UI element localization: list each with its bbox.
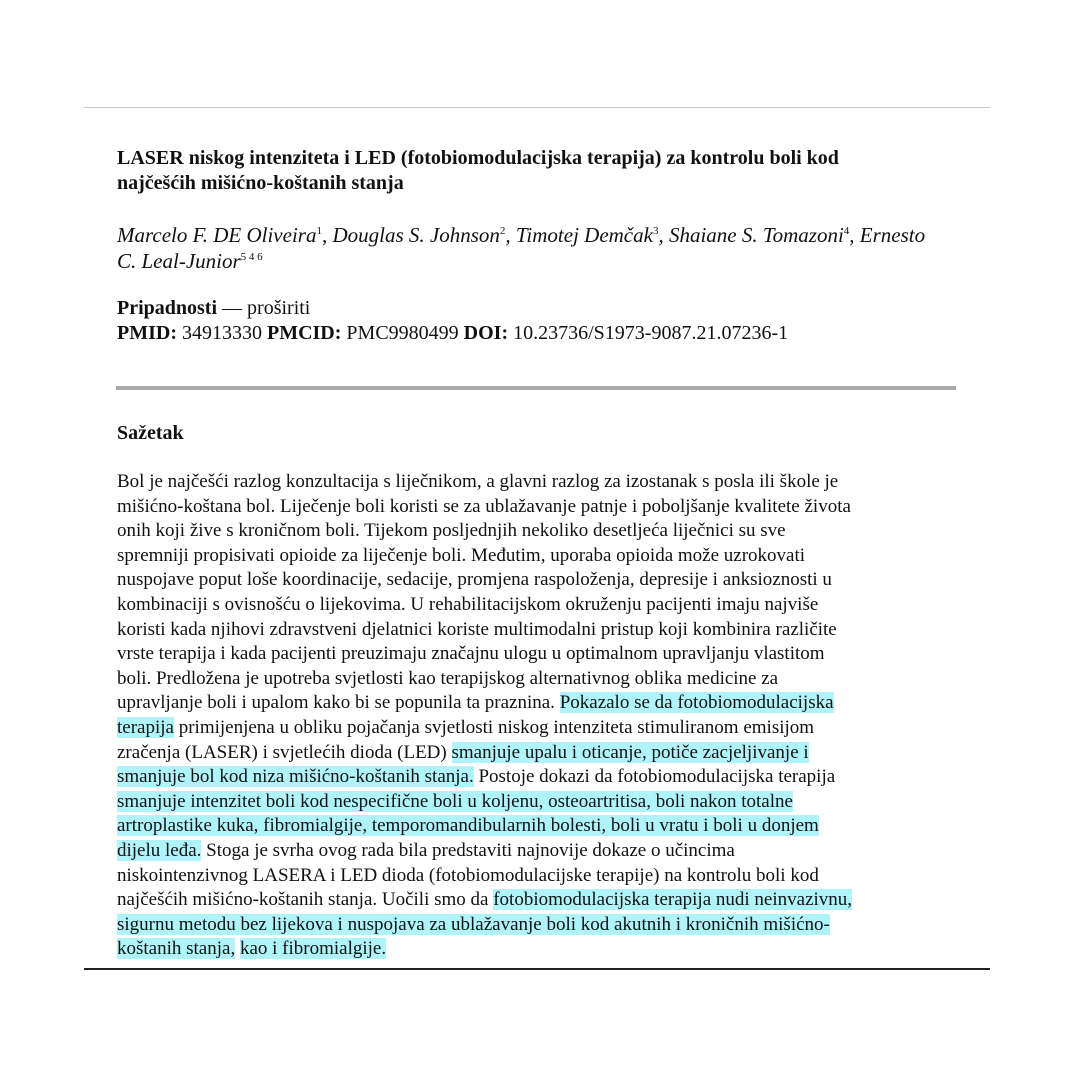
article-metadata [117,296,977,346]
abstract-text: vrste terapija i kada pacijenti preuzimaju značajnu ulogu u optimalnom upravljanju vlastitom [117,643,825,665]
abstract-line [117,790,957,815]
highlighted-text: fotobiomodulacijska terapija nudi neinvazivnu, [493,889,853,911]
abstract-text: kombinaciji s ovisnošću o lijekovima. U rehabilitacijskom okruženju pacijenti imaju najviše [117,593,819,615]
author-line-1: Marcelo F. DE Oliveira$^1$, Douglas S. Johnson$^2$, Timotej Demčak$^3$, Shaiane S. Tomazoni$^4$, Ernesto [117,223,926,247]
abstract-text: onih koji žive s kroničnom boli. Tijekom posljednjih nekoliko desetljeća liječnici su sve [117,520,786,542]
author-link[interactable]: Marcelo F. DE Oliveira$^1$ [117,223,322,247]
abstract-line [117,568,957,593]
highlighted-text: smanjuje upalu i oticanje, potiče zacjeljivanje i [451,741,809,763]
highlighted-text: Pokazalo se da fotobiomodulacijska [559,692,834,714]
title-line-1: LASER niskog intenziteta i LED (fotobiomodulacijska terapija) za kontrolu boli kod [117,147,839,169]
highlighted-text: smanjuje intenzitet boli kod nespecifične boli u koljenu, osteoartritisa, boli nakon totalne [117,790,793,812]
abstract-line [117,765,957,790]
abstract-line [117,937,957,962]
abstract-line [117,691,957,716]
highlighted-text: sigurnu metodu bez lijekova i nuspojava za ublažavanje boli kod akutnih i kroničnih mišićno- [117,913,830,935]
author-line-2 [117,248,977,274]
abstract-line [117,470,957,495]
identifiers-row [117,321,977,346]
abstract-text: Bol je najčešći razlog konzultacija s liječnikom, a glavni razlog za izostanak s posla ili škole je [117,471,839,492]
author-link[interactable]: Douglas S. Johnson$^2$ [332,223,506,247]
abstract-text: boli. Predložena je upotreba svjetlosti kao terapijskog alternativnog oblika medicine za [117,667,779,689]
highlighted-text: koštanih stanja, [117,938,236,960]
abstract-line [117,544,957,569]
affiliations-row [117,296,977,321]
highlighted-text: terapija [117,716,174,738]
abstract-line [117,814,957,839]
abstract-line [117,864,957,889]
affiliations-expand-link[interactable]: — proširiti [217,297,311,319]
pmcid-label: PMCID: [266,322,342,344]
abstract-line [117,667,957,692]
highlighted-text: smanjuje bol kod niza mišićno-koštanih stanja. [117,766,474,788]
pmid-value[interactable]: 34913330 [176,322,267,344]
author-link[interactable]: C. Leal-Junior$^{5 4 6}$ [117,249,263,273]
abstract-text: niskointenzivnog LASERA i LED dioda (fotobiomodulacijske terapije) na kontrolu boli kod [117,864,819,886]
abstract-text: najčešćih mišićno-koštanih stanja. Uočili smo da [117,889,494,911]
top-divider [84,107,990,108]
abstract-text: mišićno-koštana bol. Liječenje boli koristi se za ublažavanje patnje i poboljšanje kvalitete života [117,495,851,517]
abstract-line [117,913,957,938]
author-link[interactable]: Shaiane S. Tomazoni$^4$ [668,223,850,247]
abstract-heading: Sažetak [117,422,184,444]
abstract-line [117,716,957,741]
highlighted-text: dijelu leđa. [117,839,202,861]
abstract-body [117,470,957,962]
abstract-line [117,642,957,667]
pmcid-value[interactable]: PMC9980499 [341,322,464,344]
abstract-text: Postoje dokazi da fotobiomodulacijska terapija [473,766,836,788]
abstract-text: koristi kada njihovi zdravstveni djelatnici koriste multimodalni pristup koji kombinira različite [117,618,837,640]
abstract-line [117,519,957,544]
doi-value[interactable]: 10.23736/S1973-9087.21.07236-1 [508,322,789,344]
abstract-line [117,593,957,618]
abstract-text: Stoga je svrha ovog rada bila predstaviti najnovije dokaze o učincima [201,839,735,861]
pmid-label: PMID: [117,322,177,344]
abstract-text: upravljanje boli i upalom kako bi se popunila ta praznina. [117,692,560,714]
highlighted-text: artroplastike kuka, fibromialgije, temporomandibularnih bolesti, boli u vratu i boli u donjem [117,815,819,837]
abstract-text: spremniji propisivati opioide za liječenje boli. Međutim, uporaba opioida može uzrokovati [117,544,806,566]
abstract-text: zračenja (LASER) i svjetlećih dioda (LED) [117,741,452,763]
author-list [117,222,977,274]
abstract-text: nuspojave poput loše koordinacije, sedacije, promjena raspoloženja, depresije i anksioznosti u [117,569,832,591]
highlighted-text: kao i fibromialgije. [239,938,387,960]
abstract-text: primijenjena u obliku pojačanja svjetlosti niskog intenziteta stimuliranom emisijom [173,716,815,738]
author-link[interactable]: Timotej Demčak$^3$ [515,223,659,247]
affiliations-label: Pripadnosti [117,297,218,319]
abstract-line [117,888,957,913]
abstract-line [117,741,957,766]
abstract-line [117,495,957,520]
article-title [117,146,947,196]
abstract-line [117,839,957,864]
section-divider [116,386,956,390]
abstract-line [117,618,957,643]
title-line-2: najčešćih mišićno-koštanih stanja [117,172,404,194]
author-link[interactable]: Ernesto [859,223,926,247]
bottom-divider [84,968,990,970]
doi-label: DOI: [463,322,509,344]
